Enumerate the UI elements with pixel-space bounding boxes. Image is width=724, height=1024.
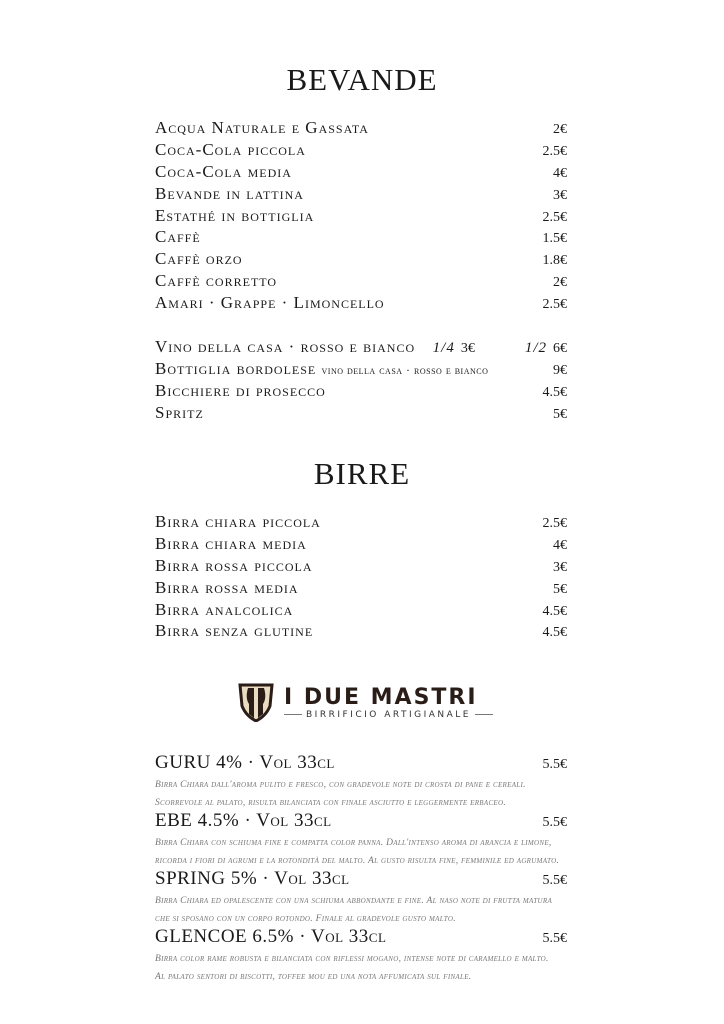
item-price: 2.5€ [542,143,567,159]
craft-beer-item [155,752,567,812]
half-price: 6€ [553,341,567,356]
item-name: Acqua Naturale e Gassata [155,118,369,137]
item-name: Birra chiara media [155,533,307,553]
list-item [155,534,567,556]
beer-volume: · Vol 33cl [262,868,350,889]
section-title-birre: BIRRE [313,456,411,491]
item-name: Bevande in lattina [155,183,304,203]
list-item [155,206,567,228]
bevande-list [155,118,567,315]
item-price: 9€ [553,362,567,378]
item-name: Bicchiere di prosecco [155,380,326,400]
item-price: 5€ [553,581,567,597]
item-name: Birra rossa piccola [155,555,313,575]
item-name: Caffè orzo [155,249,243,269]
list-item [155,621,567,643]
shield-icon [238,682,274,722]
item-price: 3€ [553,187,567,203]
section-title-bevande: BEVANDE [286,62,438,97]
item-price: 2€ [553,122,567,137]
item-price: 3€ [553,559,567,575]
beer-price: 5.5€ [542,931,567,946]
item-name: Amari · Grappe · Limoncello [155,293,385,313]
quarter-label: 1/4 [432,340,455,356]
beer-description: Scorrevole al palato, risulta bilanciata con finale asciutto e leggermente erbaceo. [155,798,507,808]
list-item [155,556,567,578]
beer-volume: · Vol 33cl [299,926,387,947]
beer-volume: · Vol 33cl [247,752,335,773]
item-name: Caffè corretto [155,271,278,291]
item-price: 2.5€ [542,516,567,531]
list-item [155,118,567,140]
quarter-price: 3€ [460,341,475,356]
craft-beer-item [155,810,567,870]
item-name: Coca-Cola media [155,161,292,181]
list-item [155,578,567,600]
beer-price: 5.5€ [542,873,567,888]
list-item [155,184,567,206]
beer-name: GLENCOE 6.5% [155,926,294,947]
half-label: 1/2 [524,340,547,356]
craft-beer-item [155,926,567,986]
item-name: Birra analcolica [155,599,294,619]
item-name: Coca-Cola piccola [155,139,306,159]
list-item-bottiglia [155,359,567,381]
list-item [155,381,567,403]
beer-volume: · Vol 33cl [244,810,332,831]
item-price: 2.5€ [542,297,567,313]
item-price: 4.5€ [542,625,567,641]
item-price: 2€ [553,275,567,291]
list-item [155,293,567,315]
list-item [155,600,567,622]
beer-description: Birra Chiara con schiuma fine e compatta color panna. Dall'intenso aroma di arancia e limone, [155,838,552,848]
item-name: Bottiglia bordolese [155,358,317,378]
item-name: Vino della casa · rosso e bianco [155,337,416,356]
beer-description: ricorda i fiori di agrumi e la rotondità del malto. Al gusto risulta fine, femminile ed agrumato. [155,856,560,866]
birre-list [155,512,567,643]
beer-price: 5.5€ [542,815,567,830]
beer-name: EBE 4.5% [155,810,240,831]
list-item-vino [155,337,567,359]
item-price: 4.5€ [542,603,567,619]
item-price: 4€ [553,165,567,181]
item-name: Caffè [155,227,201,247]
list-item [155,249,567,271]
vini-list [155,337,567,425]
beer-price: 5.5€ [542,757,567,772]
item-name: Birra rossa media [155,577,299,597]
item-name: Spritz [155,402,204,422]
beer-name: SPRING 5% [155,868,258,889]
brand-name: I DUE MASTRI [284,684,478,710]
item-note: vino della casa · rosso e bianco [321,362,489,377]
item-price: 2.5€ [542,209,567,225]
list-item [155,162,567,184]
item-price: 4.5€ [542,384,567,400]
item-name: Birra senza glutine [155,621,314,641]
list-item [155,271,567,293]
list-item [155,227,567,249]
item-price: 1.8€ [542,253,567,269]
item-price: 5€ [553,406,567,422]
item-name: Birra chiara piccola [155,512,321,531]
brand-subtitle: BIRRIFICIO ARTIGIANALE [306,709,471,720]
item-price: 1.5€ [542,231,567,247]
beer-description: Birra Chiara dall'aroma pulito e fresco, con gradevole note di crosta di pane e cereali. [155,780,526,790]
item-name: Estathé in bottiglia [155,205,315,225]
craft-beer-item [155,868,567,928]
beer-description: che si sposano con un corpo rotondo. Finale al gradevole gusto malto. [155,914,456,924]
beer-description: Birra Chiara ed opalescente con una schiuma abbondante e fine. Al naso note di frutta matura [155,896,553,906]
list-item [155,403,567,425]
beer-description: Al palato sentori di biscotti, toffee mou ed una nota affumicata sul finale. [155,972,472,982]
beer-name: GURU 4% [155,752,243,773]
list-item [155,512,567,534]
brand-logo [238,682,493,722]
list-item [155,140,567,162]
item-price: 4€ [553,537,567,553]
beer-description: Birra color rame robusta e bilanciata con riflessi mogano, intense note di caramello e malto. [155,954,549,964]
